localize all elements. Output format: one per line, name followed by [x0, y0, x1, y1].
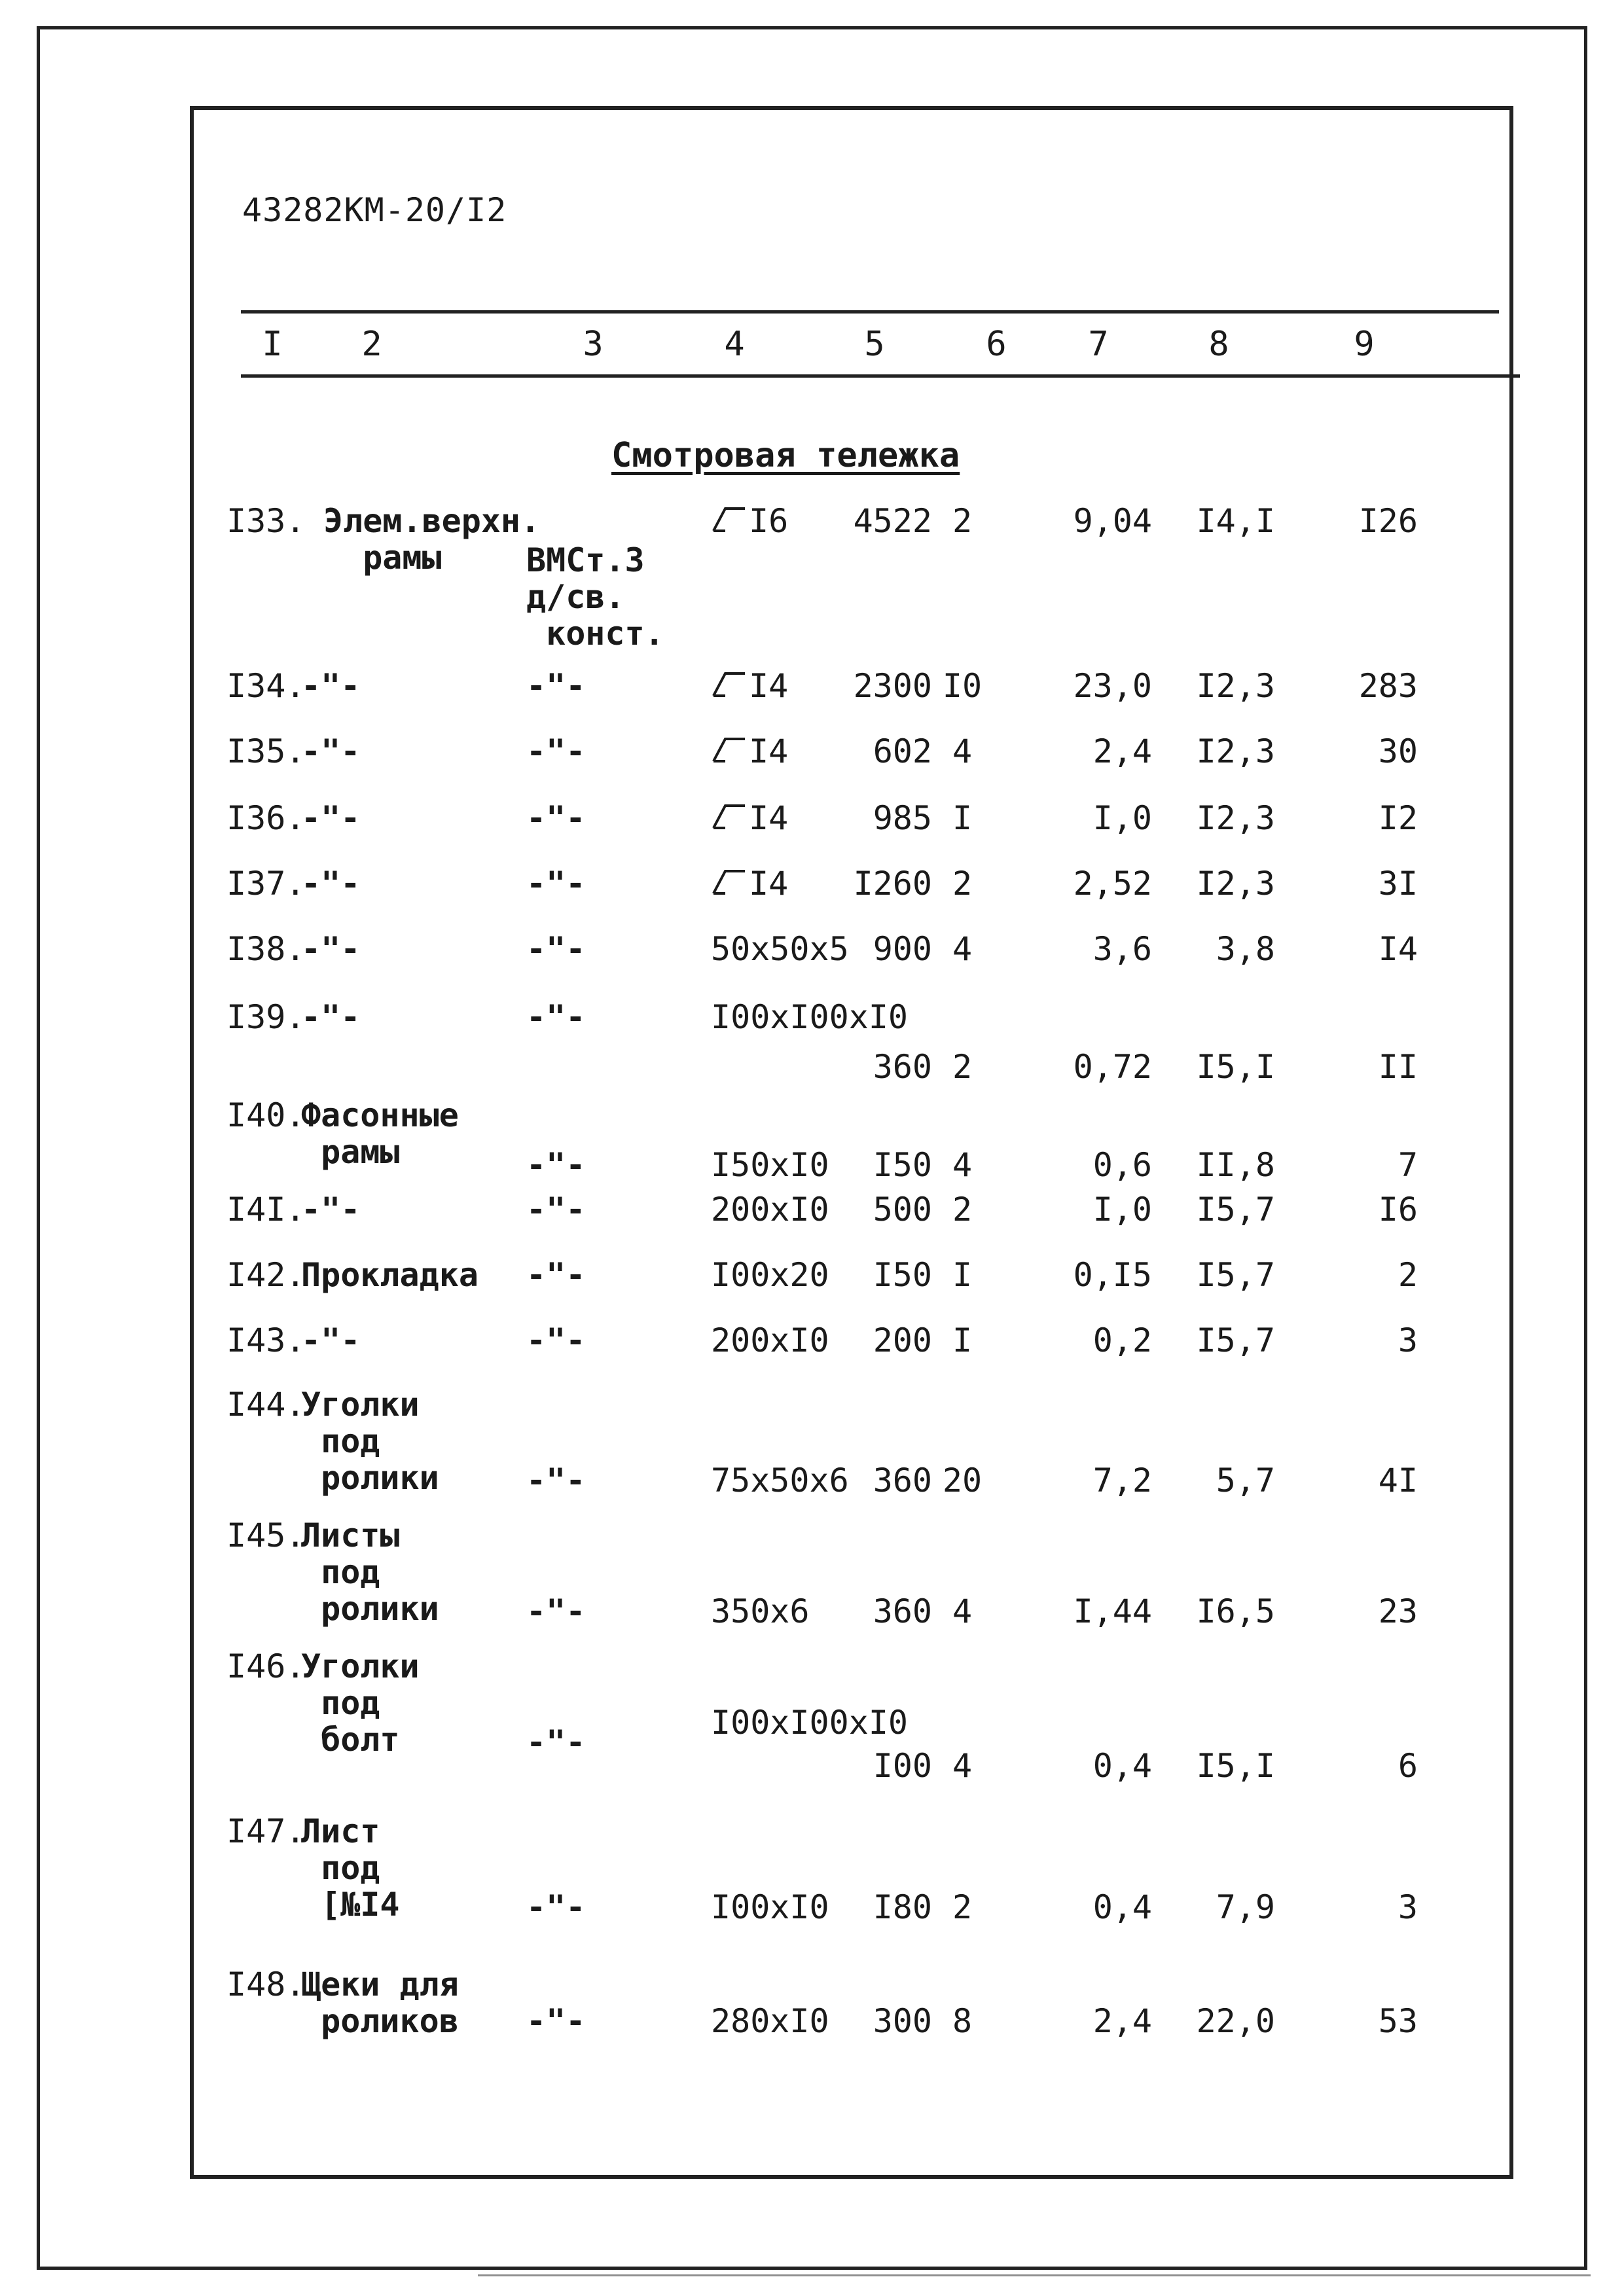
- item-mass: II: [1378, 1048, 1418, 1086]
- item-total-length: 0,6: [1092, 1146, 1152, 1184]
- item-total-length: 9,04: [1073, 502, 1152, 540]
- column-number-6: 6: [986, 325, 1007, 364]
- item-mass: 283: [1358, 667, 1418, 705]
- item-unit-mass: II,8: [1196, 1146, 1275, 1184]
- column-number-1: I: [262, 325, 283, 364]
- item-number: I4I.: [226, 1191, 306, 1229]
- item-total-length: 0,4: [1092, 1888, 1152, 1926]
- item-material: -"-: [526, 2002, 586, 2040]
- item-name: Прокладка: [301, 1256, 478, 1294]
- item-name: Фасонные рамы: [301, 1096, 459, 1171]
- item-total-length: I,0: [1092, 799, 1152, 837]
- item-quantity: 4: [952, 1146, 973, 1184]
- item-mass: 3I: [1378, 865, 1418, 903]
- item-unit-mass: I5,7: [1196, 1191, 1275, 1229]
- item-mass: 2: [1398, 1256, 1418, 1294]
- column-number-4: 4: [724, 325, 745, 364]
- item-profile-value: I6: [749, 502, 789, 540]
- item-profile: [711, 1704, 908, 1741]
- item-mass: 3: [1398, 1321, 1418, 1359]
- item-quantity: I: [952, 1321, 973, 1359]
- item-quantity: I0: [942, 667, 983, 705]
- item-profile: [711, 1593, 810, 1630]
- item-unit-mass: 5,7: [1216, 1462, 1275, 1499]
- angle-icon: [711, 802, 748, 831]
- item-length: I50: [873, 1256, 932, 1294]
- item-material: ВМСт.3 д/св. конст.: [526, 541, 664, 653]
- column-number-5: 5: [864, 325, 885, 364]
- item-length: 4522: [853, 502, 932, 540]
- item-mass: I6: [1378, 1191, 1418, 1229]
- item-profile: [711, 668, 788, 704]
- scan-edge-line: [478, 2274, 1591, 2276]
- item-material: -"-: [526, 1888, 586, 1926]
- item-total-length: 0,72: [1073, 1048, 1152, 1086]
- item-profile: [711, 1889, 829, 1926]
- item-number: I35.: [226, 732, 306, 770]
- item-profile: [711, 865, 788, 902]
- item-material: -"-: [526, 1191, 586, 1229]
- item-profile: [711, 733, 788, 770]
- item-name: -"-: [301, 865, 361, 903]
- item-quantity: 2: [952, 1888, 973, 1926]
- item-mass: I26: [1358, 502, 1418, 540]
- item-unit-mass: 7,9: [1216, 1888, 1275, 1926]
- item-mass: 4I: [1378, 1462, 1418, 1499]
- item-quantity: 20: [942, 1462, 983, 1499]
- item-material: -"-: [526, 1462, 586, 1499]
- item-profile: [711, 1322, 829, 1359]
- item-length: 360: [873, 1592, 932, 1630]
- item-name: -"-: [301, 799, 361, 837]
- item-length: I00: [873, 1747, 932, 1785]
- item-profile-value: 75x50x6: [711, 1462, 849, 1499]
- item-name: Уголки под ролики: [301, 1386, 439, 1497]
- item-number: I37.: [226, 865, 306, 903]
- item-number: I44.: [226, 1386, 306, 1424]
- item-mass: I2: [1378, 799, 1418, 837]
- angle-icon: [711, 735, 748, 764]
- item-name: Щеки для роликов: [301, 1965, 459, 2040]
- item-material: -"-: [526, 667, 586, 705]
- item-profile-value: I00x20: [711, 1256, 829, 1294]
- item-quantity: 2: [952, 865, 973, 903]
- item-number: I36.: [226, 799, 306, 837]
- item-length: I80: [873, 1888, 932, 1926]
- item-unit-mass: 3,8: [1216, 930, 1275, 968]
- item-total-length: 7,2: [1092, 1462, 1152, 1499]
- item-unit-mass: I4,I: [1196, 502, 1275, 540]
- item-total-length: 2,4: [1092, 732, 1152, 770]
- item-material: -"-: [526, 930, 586, 968]
- item-profile-value: 350x6: [711, 1592, 810, 1630]
- item-quantity: 8: [952, 2002, 973, 2040]
- item-profile: [711, 931, 849, 967]
- item-name: -"-: [301, 930, 361, 968]
- item-mass: I4: [1378, 930, 1418, 968]
- item-quantity: 4: [952, 732, 973, 770]
- item-length: 602: [873, 732, 932, 770]
- item-number: I48.: [226, 1965, 306, 2003]
- column-number-8: 8: [1208, 325, 1229, 364]
- item-name: -"-: [301, 667, 361, 705]
- item-profile-value: I00xI00xI0: [711, 1704, 909, 1742]
- item-total-length: 23,0: [1073, 667, 1152, 705]
- item-profile: [711, 2003, 829, 2039]
- item-profile-value: 280xI0: [711, 2002, 829, 2040]
- item-name: -"-: [301, 998, 361, 1036]
- item-name: Уголки под болт: [301, 1647, 420, 1759]
- item-material: -"-: [526, 1146, 586, 1184]
- item-material: -"-: [526, 1723, 586, 1761]
- item-mass: 6: [1398, 1747, 1418, 1785]
- item-total-length: 2,4: [1092, 2002, 1152, 2040]
- item-profile-value: I4: [749, 732, 789, 770]
- item-profile: [711, 1257, 829, 1293]
- item-number: I42.: [226, 1256, 306, 1294]
- item-material: -"-: [526, 1592, 586, 1630]
- angle-icon: [711, 670, 748, 698]
- item-material: -"-: [526, 865, 586, 903]
- item-unit-mass: 22,0: [1196, 2002, 1275, 2040]
- item-profile-value: 50x50x5: [711, 930, 849, 968]
- item-profile-value: I00xI00xI0: [711, 998, 909, 1036]
- item-quantity: 2: [952, 502, 973, 540]
- item-profile-value: I4: [749, 799, 789, 837]
- item-length: I260: [853, 865, 932, 903]
- item-profile: [711, 800, 788, 836]
- item-quantity: 2: [952, 1048, 973, 1086]
- document-code: 43282КМ-20/I2: [242, 191, 507, 229]
- item-material: -"-: [526, 1321, 586, 1359]
- item-material: -"-: [526, 799, 586, 837]
- item-profile: [711, 999, 908, 1035]
- item-number: I40.: [226, 1096, 306, 1134]
- item-length: 2300: [853, 667, 932, 705]
- header-top-rule: [241, 310, 1499, 314]
- item-profile-value: I00xI0: [711, 1888, 829, 1926]
- item-mass: 7: [1398, 1146, 1418, 1184]
- item-unit-mass: I2,3: [1196, 865, 1275, 903]
- item-total-length: 0,I5: [1073, 1256, 1152, 1294]
- column-number-7: 7: [1088, 325, 1109, 364]
- item-unit-mass: I5,I: [1196, 1747, 1275, 1785]
- item-total-length: 0,2: [1092, 1321, 1152, 1359]
- item-name: -"-: [301, 732, 361, 770]
- column-number-3: 3: [583, 325, 604, 364]
- item-length: 300: [873, 2002, 932, 2040]
- item-unit-mass: I5,7: [1196, 1256, 1275, 1294]
- item-profile: [711, 1462, 849, 1499]
- item-unit-mass: I6,5: [1196, 1592, 1275, 1630]
- item-number: I45.: [226, 1516, 306, 1554]
- item-length: 200: [873, 1321, 932, 1359]
- item-name: Элем.верхн. рамы: [323, 502, 541, 577]
- item-number: I47.: [226, 1812, 306, 1850]
- item-quantity: I: [952, 1256, 973, 1294]
- item-number: I39.: [226, 998, 306, 1036]
- section-title: Смотровая тележка: [611, 436, 960, 475]
- item-total-length: 2,52: [1073, 865, 1152, 903]
- item-length: 360: [873, 1462, 932, 1499]
- item-profile: [711, 1147, 829, 1183]
- item-quantity: I: [952, 799, 973, 837]
- item-length: I50: [873, 1146, 932, 1184]
- item-length: 985: [873, 799, 932, 837]
- angle-icon: [711, 867, 748, 896]
- item-name: -"-: [301, 1191, 361, 1229]
- item-unit-mass: I5,7: [1196, 1321, 1275, 1359]
- item-profile-value: I50xI0: [711, 1146, 829, 1184]
- column-number-9: 9: [1354, 325, 1375, 364]
- item-mass: 3: [1398, 1888, 1418, 1926]
- item-total-length: I,0: [1092, 1191, 1152, 1229]
- item-quantity: 4: [952, 1747, 973, 1785]
- item-profile: [711, 1191, 829, 1228]
- item-number: I38.: [226, 930, 306, 968]
- item-number: I33.: [226, 502, 306, 540]
- item-profile-value: 200xI0: [711, 1321, 829, 1359]
- item-length: 500: [873, 1191, 932, 1229]
- item-profile-value: 200xI0: [711, 1191, 829, 1229]
- item-name: Лист под [№I4: [301, 1812, 400, 1924]
- item-profile: [711, 503, 788, 539]
- item-total-length: 3,6: [1092, 930, 1152, 968]
- item-unit-mass: I2,3: [1196, 732, 1275, 770]
- item-number: I43.: [226, 1321, 306, 1359]
- item-quantity: 4: [952, 1592, 973, 1630]
- item-total-length: 0,4: [1092, 1747, 1152, 1785]
- item-mass: 53: [1378, 2002, 1418, 2040]
- item-material: -"-: [526, 998, 586, 1036]
- item-unit-mass: I2,3: [1196, 667, 1275, 705]
- item-number: I46.: [226, 1647, 306, 1685]
- item-number: I34.: [226, 667, 306, 705]
- item-material: -"-: [526, 1256, 586, 1294]
- item-total-length: I,44: [1073, 1592, 1152, 1630]
- item-mass: 23: [1378, 1592, 1418, 1630]
- item-name: -"-: [301, 1321, 361, 1359]
- item-material: -"-: [526, 732, 586, 770]
- item-quantity: 2: [952, 1191, 973, 1229]
- item-profile-value: I4: [749, 667, 789, 705]
- item-unit-mass: I5,I: [1196, 1048, 1275, 1086]
- item-length: 900: [873, 930, 932, 968]
- item-unit-mass: I2,3: [1196, 799, 1275, 837]
- column-number-2: 2: [361, 325, 382, 364]
- item-length: 360: [873, 1048, 932, 1086]
- item-name: Листы под ролики: [301, 1516, 439, 1628]
- angle-icon: [711, 505, 748, 533]
- item-quantity: 4: [952, 930, 973, 968]
- item-mass: 30: [1378, 732, 1418, 770]
- header-bottom-rule: [241, 374, 1520, 378]
- item-profile-value: I4: [749, 865, 789, 903]
